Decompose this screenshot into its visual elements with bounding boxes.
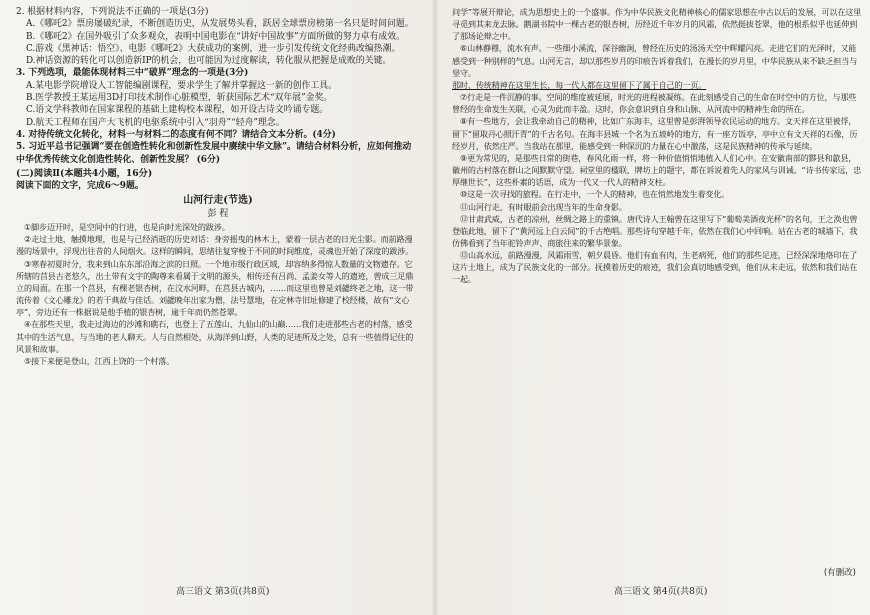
article-paragraph: ⑫甘肃武威，古老的凉州，丝绸之路上的重镇。唐代诗人王翰曾在这里写下“葡萄美酒夜光杯”的名句，王之涣也曾登临此地，留下了“黄河远上白云间”的千古绝唱。那些诗句穿越千年，依然在我们心中回响。站在古老的城墙下，我仿佛看到了当年驼铃声声、商旅往来的繁华景象。 xyxy=(452,213,858,248)
section-instructions: 阅读下面的文字，完成6～9题。 xyxy=(16,180,144,191)
question-2-option-c: C.游戏《黑神话：悟空》、电影《哪吒2》大获成功的案例，进一步引发传统文化经典改编热潮。 xyxy=(26,43,401,54)
question-3-stem: 3. 下列选项，最能体现材料三中“破界”理念的一项是(3分) xyxy=(16,68,249,79)
page-footer-left: 高三语文 第3页(共8页) xyxy=(176,587,270,597)
question-3-option-a: A.某电影学院增设人工智能编剧课程，要求学生了解并掌握这一新的创作工具。 xyxy=(26,80,337,91)
revision-note: (有删改) xyxy=(823,568,856,578)
underlined-sentence: 那时，传统精神在这里生长，每一代人都在这里留下了属于自己的一页。 xyxy=(452,79,707,90)
article-paragraph: ⑦行走是一件沉静的事。空间的维度被延展，时光的进程被凝练。在此刻感受自己的生命在时空中的方位，与那些曾经的生命发生关联，心灵为此而丰盈。这时，你会意识到自身和山脉、从河流中的精神生命的所在。 xyxy=(452,92,857,115)
question-3-option-c: C.语文学科教师在国家课程的基础上建构校本课程，如开设古诗文吟诵专题。 xyxy=(26,105,329,116)
article-author: 彭 程 xyxy=(207,209,229,220)
article-paragraph: ⑤接下来便是登山，江西上饶的一个村落。 xyxy=(24,355,175,366)
article-title: 山河行走(节选) xyxy=(183,195,253,207)
question-2-stem: 2. 根据材料内容，下列说法不正确的一项是(3分) xyxy=(16,7,209,17)
question-2-option-b: B.《哪吒2》在国外吸引了众多观众，表明中国电影在“讲好中国故事”方面所做的努力卓有成效。 xyxy=(26,31,406,42)
question-2-option-a: A.《哪吒2》票房屡破纪录，不断创造历史，从发展势头看，跃居全球票房榜第一名只是时间问题。 xyxy=(26,19,414,30)
article-paragraph: ⑥山林静穆，流水有声。一些细小溪流，深谷幽涧，曾经在历史的汤汤天空中辉耀闪亮。走进它们的光泽时，又能感受到一种别样的气息。山河无言，却以那些岁月的印痕告诉着我们，在漫长的岁月里，中华民族从来不缺乏担当与坚守。 xyxy=(452,43,858,78)
question-2-option-d: D.神话资源的转化可以创造新IP的机会，也可能因为过度解读，转化服从把握是成败的关键。 xyxy=(26,56,392,67)
article-paragraph: ①脚步迈开时，是空间中的行进，也是向时光深处的跋涉。 xyxy=(24,222,230,233)
page-footer-right: 高三语文 第4页(共8页) xyxy=(614,587,708,597)
article-paragraph: ⑩这是一次寻找的旅程。在行走中，一个人的精神，也在悄然地发生着变化。 xyxy=(460,189,730,200)
article-paragraph: ③寒春初夏时分，我来到山东东部沿海之滨的日照。一个地市级行政区域，却容纳多得惊人数量的文物遗存。它所辖的莒县古老悠久，出土带有文字的陶尊来看属于文明的源头，相传还有吕尚、孟姜女等人的遗迹，曾成三足鼎立的局面。在那一个莒县，有棵老银杏树，在汶水河畔，在莒县古城内，……而这里也曾是刘勰终老之地，这一带流传着《文心雕龙》的若干典故与佳话。刘勰晚年出家为僧，法号慧地，在定林寺旧址修建了校经楼，故有“文心亭”，旁边还有一株据说是他手植的银杏树，逾千年而仍然苍翠。 xyxy=(16,258,414,318)
article-paragraph: ④在那些天里，我走过海边的沙滩和礁石，也登上了五莲山、九仙山的山巅……我们走进那些古老的村落，感受其中的生活气息，与当地的老人聊天。人与自然相处，从海洋到山野，人类的足迹所及之处，总有一些值得记住的风景和故事。 xyxy=(16,319,414,354)
question-3-option-d: D.航天工程师在国产大飞机的电驱系统中引入“羽舟”“轻舟”理念。 xyxy=(26,117,285,128)
section-heading: (二)阅读Ⅱ(本题共4小题，16分) xyxy=(16,167,153,179)
article-paragraph: ⑪山河行走，有时眼前会出现当年的生命身影。 xyxy=(460,201,627,212)
article-paragraph: ⑬山高水远，前路漫漫，风霜雨雪，朝夕晨昏。他们有血有肉，生老病死，他们的那些足迹，已经深深地烙印在了这片土地上，成为了民族文化的一部分。抚摸着历史的痕迹，我们会真切地感受到，他们从未走远，依然和我们站在一起。 xyxy=(452,250,858,285)
article-paragraph: 问学”等展开辩论，成为思想史上的一个盛事。作为中华民族文化精神核心的儒家思想在中古以后的发展，可以在这里寻觅到其来龙去脉。鹅湖书院中一棵古老的银杏树，历经近千年岁月的风霜，依然挺拔苍翠，他的根系似乎也延伸到了那场论辩之中。 xyxy=(452,7,862,42)
right-page xyxy=(452,6,862,581)
question-4: 4. 对待传统文化转化，材料一与材料二的态度有何不同？请结合文本分析。(4分) xyxy=(16,129,336,140)
left-page xyxy=(16,6,420,581)
article-paragraph: ②走过土地，触摸地理，也是与已经消逝的历史对话：身旁摇曳的林木上，蒙着一层古老的日光尘影。而前路漫漫的场景中，浮现出往昔的人间烟火。这样的瞬间，思绪往复穿梭于不同的时间维度，灵魂也开始了深度的跋涉。 xyxy=(16,234,414,257)
question-5: 5. 习近平总书记强调“要在创造性转化和创新性发展中赓续中华文脉”。请结合材料分析，应如何推动中华优秀传统文化创造性转化、创新性发展？ (6分) xyxy=(16,142,412,165)
article-paragraph: ⑧有一些地方，会让我牵动自己的精神，比如广东海丰，这里曾是彭湃领导农民运动的地方。文天祥在这里被俘，留下“留取丹心照汗青”的千古名句。在海丰县城一个名为五坡岭的地方，有一座方饭亭，亭中立有文天祥的石像，历经岁月，依然庄严。当我站在那里，能感受到一种深沉的力量在心中激荡，这是民族精神的传承与延续。 xyxy=(452,116,858,151)
question-3-option-b: B.医学教授王某运用3D打印技术制作心脏模型，斩获国际艺术“双年展”金奖。 xyxy=(26,93,333,104)
article-paragraph: ⑨更为常见的，是那些日常的街巷，春风化雨一样，将一种价值悄悄地植入人们心中。在安徽南部的黟县和歙县，徽州的古村落在群山之间默默守望。祠堂里的楹联，牌坊上的题字，都在诉说着先人的家风与训诫。“诗书传家远，忠厚继世长”，这些朴素的话语，成为一代又一代人的精神支柱。 xyxy=(452,152,862,188)
